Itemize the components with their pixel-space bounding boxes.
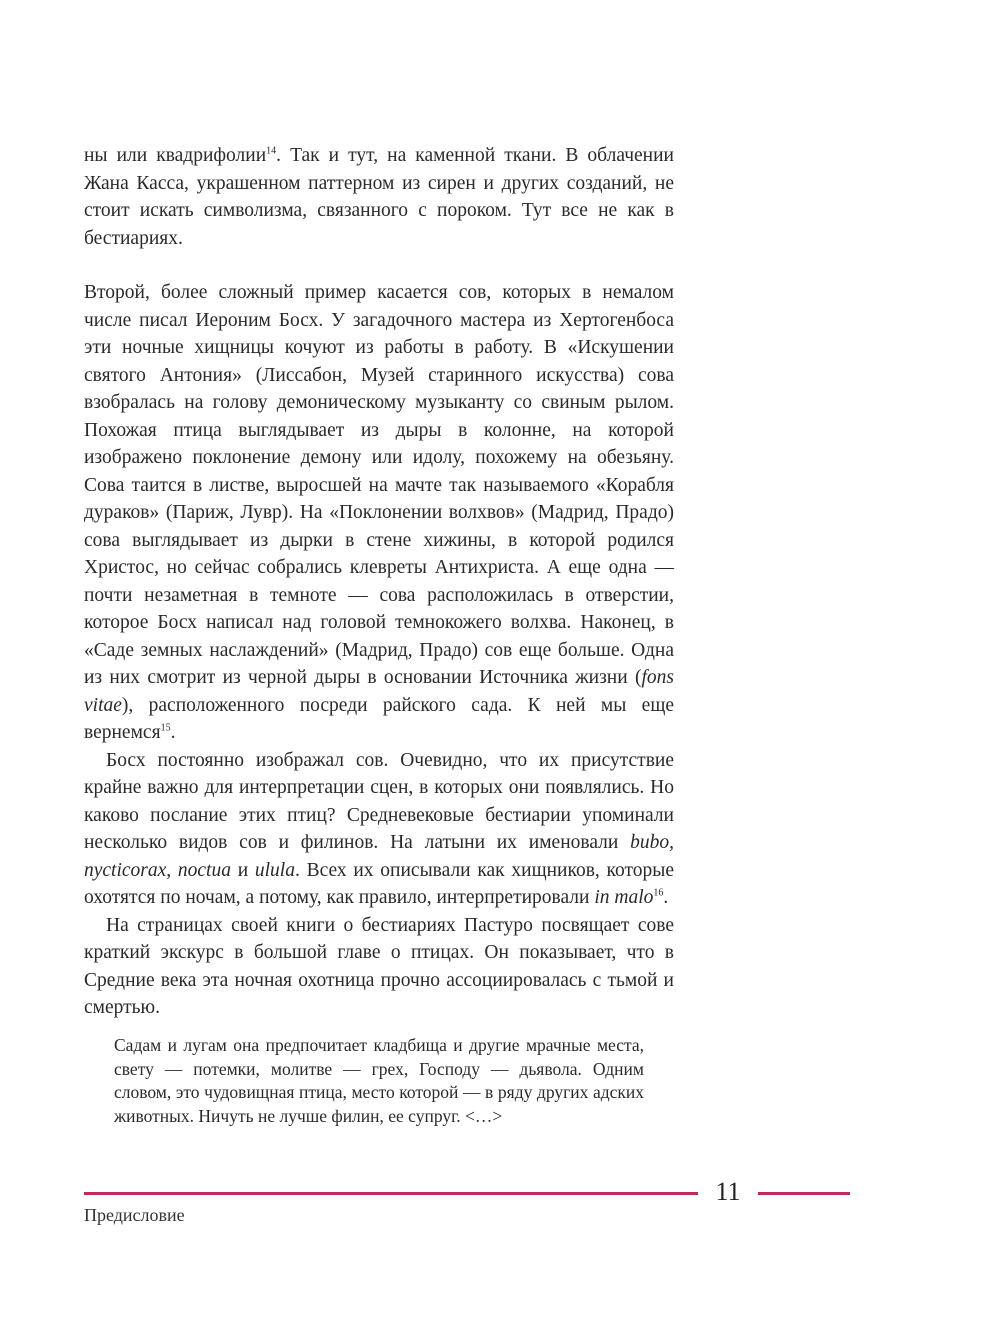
text-run: . Так и тут, на каменной ткани. В облачении Жана Касса, украшенном паттерном из сирен и других созданий, не стоит искать символизма, связанного с пороком. Тут все не как в бестиариях. bbox=[84, 145, 674, 249]
footer-rule-right bbox=[758, 1192, 850, 1195]
paragraph bbox=[84, 912, 674, 1022]
text-block-top bbox=[84, 142, 674, 252]
text-run: Второй, более сложный пример касается сов, которых в немалом числе писал Иероним Босх. У загадочного мастера из Хертогенбоса эти ночные хищницы кочуют из работы в работу. В «Искушении святого Антония» (Лиссабон, Музей старинного искусства) сова взобралась на голову демоническому музыканту со свиным рылом. Похожая птица выглядывает из дыры в колонне, на которой изображено поклонение демону или идолу, похожему на обезьяну. Сова таится в листве, выросшей на мачте так называемого «Корабля дураков» (Париж, Лувр). На «Поклонении волхвов» (Мадрид, Прадо) сова выглядывает из дырки в стене хижины, в которой родился Христос, но сейчас собрались клевреты Антихриста. А еще одна — почти незаметная в темноте — сова расположилась в отверстии, которое Босх написал над головой темнокожего волхва. Наконец, в «Саде земных наслаждений» (Мадрид, Прадо) сов еще больше. Одна из них смотрит из черной дыры в основании Источника жизни ( bbox=[84, 282, 674, 688]
italic-text: ulula bbox=[254, 859, 295, 881]
text-run: Босх постоянно изображал сов. Очевидно, что их присутствие крайне важно для интерпретации сцен, в которых они появлялись. Но каково послание этих птиц? Средневековые бестиарии упоминали несколько видов сов и филинов. На латыни их именовали bbox=[84, 749, 674, 853]
paragraph bbox=[84, 142, 674, 252]
text-run: ), расположенного посреди райского сада. К ней мы еще вернемся bbox=[84, 694, 674, 743]
text-run: На страницах своей книги о бестиариях Пастуро посвящает сове краткий экскурс в большой главе о птицах. Он показывает, что в Средние века эта ночная охотница прочно ассоциировалась с тьмой и смертью. bbox=[84, 914, 674, 1018]
text-run: и bbox=[230, 859, 255, 881]
running-footer-section: Предисловие bbox=[84, 1205, 185, 1225]
page-number: 11 bbox=[715, 1177, 741, 1206]
italic-text: bubo, nycticorax, noctua bbox=[84, 832, 674, 881]
italic-text: fons vitae bbox=[84, 667, 674, 716]
footnote-ref: 15 bbox=[160, 722, 171, 734]
text-run: . bbox=[170, 722, 176, 743]
footnote-ref: 14 bbox=[266, 145, 277, 157]
block-quote bbox=[114, 1034, 644, 1128]
quote-text: Садам и лугам она предпочитает кладбища и другие мрачные места, свету — потемки, молитве — грех, Господу — дьявола. Одним словом, это чудовищная птица, место которой — в ряду других адских животных. Ничуть не лучше филин, ее супруг. <…> bbox=[114, 1035, 644, 1126]
paragraph bbox=[84, 279, 674, 747]
footnote-ref: 16 bbox=[653, 887, 664, 899]
paragraph bbox=[84, 747, 674, 912]
footer-rule-left bbox=[84, 1192, 698, 1195]
text-run: . bbox=[663, 887, 669, 908]
italic-text: in malo bbox=[594, 887, 654, 908]
text-run: . Всех их описывали как хищников, которые охотятся по ночам, а потому, как правило, интерпретировали bbox=[84, 859, 675, 908]
text-block-main bbox=[84, 279, 674, 1022]
text-run: ны или квадрифолии bbox=[84, 145, 267, 166]
